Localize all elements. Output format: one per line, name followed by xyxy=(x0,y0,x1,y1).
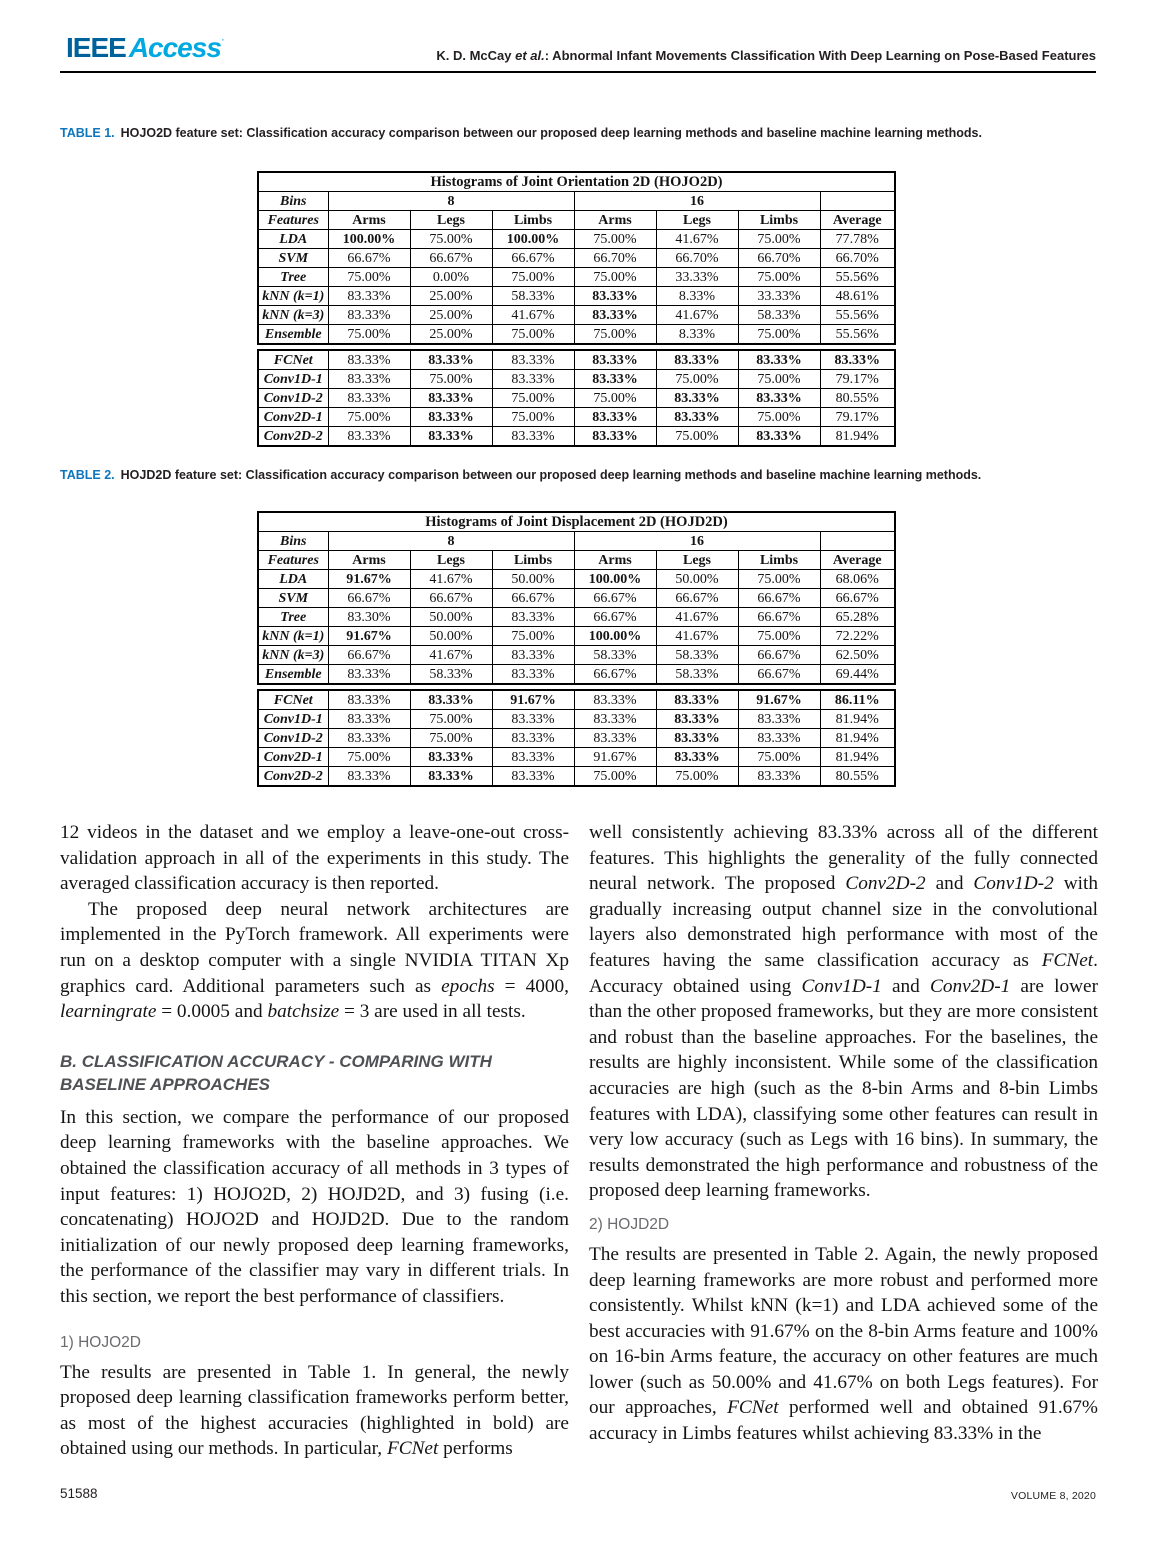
text-segment: et al. xyxy=(515,48,545,63)
logo-access-text: Access xyxy=(128,32,221,63)
volume-label: VOLUME 8, 2020 xyxy=(1010,1490,1096,1502)
table-cell: 75.00% xyxy=(738,570,820,589)
table-cell: 66.67% xyxy=(328,646,410,665)
text-segment: = 3 are used in all tests. xyxy=(339,1001,526,1023)
table-cell: 83.33% xyxy=(656,748,738,767)
subsection-heading-1: 1) HOJO2D xyxy=(60,1333,141,1351)
table2-caption xyxy=(60,468,1100,482)
table-cell: 41.67% xyxy=(656,627,738,646)
table-cell: 65.28% xyxy=(820,608,895,627)
table-cell: 55.56% xyxy=(820,268,895,287)
table-cell: Conv2D-2 xyxy=(258,767,328,787)
table-title-row xyxy=(258,172,895,192)
table-cell: 75.00% xyxy=(574,268,656,287)
table-cell: 75.00% xyxy=(492,627,574,646)
table-cell: 83.30% xyxy=(328,608,410,627)
table-cell: 58.33% xyxy=(738,306,820,325)
table-cell: 86.11% xyxy=(820,690,895,710)
table-cell: 91.67% xyxy=(738,690,820,710)
table-cell: 66.70% xyxy=(820,249,895,268)
right-column xyxy=(589,820,1098,1447)
table-cell: 83.33% xyxy=(738,710,820,729)
table-cell: 8 xyxy=(328,192,574,211)
table-cell: 33.33% xyxy=(656,268,738,287)
table-cell: 100.00% xyxy=(328,230,410,249)
table-cell: Arms xyxy=(328,211,410,230)
table-cell: 75.00% xyxy=(492,268,574,287)
table-cell: 16 xyxy=(574,532,820,551)
table-row xyxy=(258,589,895,608)
text-segment: Conv2D-2 xyxy=(845,873,926,895)
text-segment: and xyxy=(881,975,930,997)
table-cell: Arms xyxy=(328,551,410,570)
table-row xyxy=(258,767,895,787)
text-segment: batchsize xyxy=(267,1001,340,1023)
table-cell: 58.33% xyxy=(410,665,492,685)
table-row xyxy=(258,627,895,646)
table-cell: 75.00% xyxy=(410,710,492,729)
table-cell: 8.33% xyxy=(656,287,738,306)
paragraph xyxy=(60,897,569,1025)
table1 xyxy=(257,171,896,447)
table-cell: 83.33% xyxy=(574,306,656,325)
table-cell: 75.00% xyxy=(738,230,820,249)
table-cell: 55.56% xyxy=(820,325,895,345)
table-cell: Conv2D-1 xyxy=(258,748,328,767)
table-cell: Arms xyxy=(574,551,656,570)
table-cell: 75.00% xyxy=(328,268,410,287)
table-cell: 83.33% xyxy=(410,389,492,408)
table-cell: 83.33% xyxy=(738,729,820,748)
table1-caption xyxy=(60,126,1100,140)
paragraph xyxy=(60,820,569,897)
table-cell: 83.33% xyxy=(574,690,656,710)
text-segment: with gradually increasing output channel size in the convolutional layers also demonstrated high performance with most of the features having the same classification accuracy as xyxy=(589,873,1098,971)
results-table xyxy=(257,511,896,685)
table-cell: 83.33% xyxy=(328,350,410,370)
table-cell: 66.67% xyxy=(328,589,410,608)
table-cell: 41.67% xyxy=(410,646,492,665)
table-header-row xyxy=(258,551,895,570)
table-cell: 77.78% xyxy=(820,230,895,249)
table-cell: 83.33% xyxy=(328,370,410,389)
table-cell: Ensemble xyxy=(258,665,328,685)
table1-caption-text: HOJO2D feature set: Classification accuracy comparison between our proposed deep learning methods and baseline machine learning methods. xyxy=(120,126,982,140)
table-cell: 16 xyxy=(574,192,820,211)
table-cell: 83.33% xyxy=(492,665,574,685)
table-row xyxy=(258,306,895,325)
text-segment: FCNet xyxy=(1041,949,1094,971)
table-cell: 58.33% xyxy=(574,646,656,665)
results-table xyxy=(257,689,896,787)
table-cell: 75.00% xyxy=(328,408,410,427)
table-cell: 41.67% xyxy=(656,230,738,249)
table-cell: 83.33% xyxy=(492,427,574,447)
table-cell: 83.33% xyxy=(328,690,410,710)
table-cell: 80.55% xyxy=(820,767,895,787)
table-cell: 83.33% xyxy=(574,427,656,447)
table-cell: Conv1D-1 xyxy=(258,370,328,389)
table-cell: Legs xyxy=(656,211,738,230)
table-cell: 100.00% xyxy=(492,230,574,249)
table-cell: Limbs xyxy=(492,211,574,230)
table-cell: kNN (k=3) xyxy=(258,306,328,325)
table-cell: Bins xyxy=(258,532,328,551)
table-cell: 66.67% xyxy=(492,589,574,608)
table-cell: 50.00% xyxy=(410,627,492,646)
table2-caption-label: TABLE 2. xyxy=(60,468,115,482)
table-title-row xyxy=(258,512,895,532)
table-cell: 83.33% xyxy=(410,690,492,710)
text-segment: learningrate xyxy=(60,1001,157,1023)
table-cell: 75.00% xyxy=(656,427,738,447)
table-cell: 41.67% xyxy=(492,306,574,325)
table-cell: Features xyxy=(258,551,328,570)
table-cell: 75.00% xyxy=(492,325,574,345)
table-cell: kNN (k=1) xyxy=(258,627,328,646)
table-cell: Ensemble xyxy=(258,325,328,345)
paragraph xyxy=(60,1360,569,1462)
table-cell: 75.00% xyxy=(492,408,574,427)
table-cell: LDA xyxy=(258,230,328,249)
table-row xyxy=(258,230,895,249)
text-segment: 12 videos in the dataset and we employ a leave-one-out cross-validation approach in all of the experiments in this study. The averaged classification accuracy is then reported. xyxy=(60,822,569,895)
paragraph xyxy=(589,1242,1098,1447)
table-cell: Bins xyxy=(258,192,328,211)
table-cell: 83.33% xyxy=(656,690,738,710)
table-cell: 83.33% xyxy=(574,370,656,389)
table-cell: 48.61% xyxy=(820,287,895,306)
table-cell: 83.33% xyxy=(410,748,492,767)
table-cell: 55.56% xyxy=(820,306,895,325)
table-cell: 81.94% xyxy=(820,729,895,748)
table-cell: 75.00% xyxy=(656,370,738,389)
table-row xyxy=(258,665,895,685)
table-cell: 66.67% xyxy=(738,665,820,685)
table-cell: 66.67% xyxy=(574,608,656,627)
table-cell: LDA xyxy=(258,570,328,589)
table-cell: 83.33% xyxy=(574,729,656,748)
table-cell: 33.33% xyxy=(738,287,820,306)
table-cell: 75.00% xyxy=(738,627,820,646)
text-segment: Conv1D-1 xyxy=(801,975,882,997)
text-segment: performed well and obtained 91.67% accuracy in Limbs features whilst achieving 83.33% in the xyxy=(589,1397,1098,1445)
table-cell: 83.33% xyxy=(574,710,656,729)
table-row xyxy=(258,748,895,767)
table-cell: 50.00% xyxy=(656,570,738,589)
table-cell: 83.33% xyxy=(410,767,492,787)
table-cell: 80.55% xyxy=(820,389,895,408)
table-bins-row xyxy=(258,192,895,211)
subsection-heading-2: 2) HOJD2D xyxy=(589,1215,670,1233)
table-cell: 41.67% xyxy=(656,608,738,627)
table-cell: 83.33% xyxy=(328,389,410,408)
table-cell: 41.67% xyxy=(656,306,738,325)
table-cell: 83.33% xyxy=(738,350,820,370)
table-row xyxy=(258,408,895,427)
table-row xyxy=(258,249,895,268)
text-segment: . Accuracy obtained using xyxy=(589,949,1098,997)
table-cell: 50.00% xyxy=(492,570,574,589)
text-segment: In this section, we compare the performance of our proposed deep learning frameworks with the baseline approaches. We obtained the classification accuracy of all methods in 3 types of input features: 1) HOJO2D, 2) HOJD2D, and 3) fusing (i.e. concatenating) HOJO2D and HOJD2D. Due to the random initialization of our newly proposed deep learning frameworks, the performance of the classifier may vary in different trials. In this section, we report the best performance of classifiers. xyxy=(60,1106,569,1307)
table-cell: Legs xyxy=(410,551,492,570)
table-cell: 83.33% xyxy=(410,408,492,427)
ieee-access-logo xyxy=(66,32,224,64)
table-cell: FCNet xyxy=(258,690,328,710)
header-rule xyxy=(60,71,1096,73)
table-row xyxy=(258,389,895,408)
table-cell: 66.70% xyxy=(656,249,738,268)
table-cell: 66.70% xyxy=(738,249,820,268)
results-table xyxy=(257,171,896,345)
table-cell: 66.70% xyxy=(574,249,656,268)
table-cell: 25.00% xyxy=(410,306,492,325)
text-segment: The results are presented in Table 2. Again, the newly proposed deep learning frameworks are more robust and performed more consistently. Whilst kNN (k=1) and LDA achieved some of the best accuracies with 91.67% on the 8-bin Arms feature and 100% on 16-bin Arms feature, the accuracy on other features are much lower (such as 50.00% and 41.67% on both Legs features). For our approaches, xyxy=(589,1243,1098,1419)
table-cell: 79.17% xyxy=(820,408,895,427)
table-cell: 83.33% xyxy=(492,646,574,665)
table-cell: 83.33% xyxy=(328,306,410,325)
text-segment: performs xyxy=(438,1438,513,1460)
table-cell: Conv1D-1 xyxy=(258,710,328,729)
page-number: 51588 xyxy=(60,1486,98,1501)
table-cell: 69.44% xyxy=(820,665,895,685)
table-cell: 81.94% xyxy=(820,427,895,447)
table-cell: Tree xyxy=(258,268,328,287)
table-cell: 75.00% xyxy=(738,370,820,389)
text-segment: : Abnormal Infant Movements Classification With Deep Learning on Pose-Based Features xyxy=(544,48,1096,63)
table-cell: 66.67% xyxy=(820,589,895,608)
table-cell: 81.94% xyxy=(820,710,895,729)
table-cell: 66.67% xyxy=(738,608,820,627)
table-cell: 66.67% xyxy=(328,249,410,268)
table-cell: 79.17% xyxy=(820,370,895,389)
table-cell: 83.33% xyxy=(492,350,574,370)
table-cell: Features xyxy=(258,211,328,230)
running-head xyxy=(436,48,1096,63)
table2 xyxy=(257,511,896,787)
section-heading-b: B. CLASSIFICATION ACCURACY - COMPARING WITH BASELINE APPROACHES xyxy=(60,1051,492,1094)
table-cell: 83.33% xyxy=(492,767,574,787)
table-cell: 91.67% xyxy=(574,748,656,767)
table-cell: 75.00% xyxy=(410,370,492,389)
table-cell: 100.00% xyxy=(574,570,656,589)
table-row xyxy=(258,646,895,665)
table-cell: 91.67% xyxy=(492,690,574,710)
table-cell: 41.67% xyxy=(410,570,492,589)
table-cell: 75.00% xyxy=(738,748,820,767)
table-cell: Conv1D-2 xyxy=(258,729,328,748)
table-row xyxy=(258,268,895,287)
table-row xyxy=(258,608,895,627)
table-row xyxy=(258,710,895,729)
table-row xyxy=(258,370,895,389)
text-segment: FCNet xyxy=(386,1438,439,1460)
table-cell: 83.33% xyxy=(492,370,574,389)
table-cell: 83.33% xyxy=(328,665,410,685)
table-cell: 8 xyxy=(328,532,574,551)
table-cell xyxy=(820,192,895,211)
table-cell: 91.67% xyxy=(328,570,410,589)
table-cell: Limbs xyxy=(738,551,820,570)
text-segment: The results are presented in Table 1. In general, the newly proposed deep learning classification frameworks perform better, as most of the highest accuracies (highlighted in bold) are obtained using our methods. In particular, xyxy=(60,1361,569,1460)
table-cell: 83.33% xyxy=(492,748,574,767)
table-cell: 66.67% xyxy=(410,589,492,608)
table-cell: 83.33% xyxy=(656,350,738,370)
table-row xyxy=(258,427,895,447)
table-cell: 83.33% xyxy=(738,389,820,408)
text-segment: Conv2D-1 xyxy=(929,975,1011,997)
table-row xyxy=(258,729,895,748)
text-segment: epochs xyxy=(441,975,495,997)
text-segment: and xyxy=(925,873,974,895)
table-cell: 83.33% xyxy=(328,767,410,787)
table-cell: 83.33% xyxy=(328,729,410,748)
table-cell: 50.00% xyxy=(410,608,492,627)
table-cell: 75.00% xyxy=(738,268,820,287)
table-cell: 75.00% xyxy=(492,389,574,408)
table-cell: 83.33% xyxy=(738,427,820,447)
table-cell: 75.00% xyxy=(574,230,656,249)
table-cell: 83.33% xyxy=(738,767,820,787)
table-cell: 83.33% xyxy=(492,710,574,729)
table-cell: 83.33% xyxy=(328,287,410,306)
table-cell: 83.33% xyxy=(656,710,738,729)
table-cell: 83.33% xyxy=(328,427,410,447)
table-cell: 0.00% xyxy=(410,268,492,287)
table-cell: 75.00% xyxy=(328,748,410,767)
table-cell: Legs xyxy=(410,211,492,230)
table-cell: 75.00% xyxy=(574,325,656,345)
table-row xyxy=(258,690,895,710)
table-cell: 62.50% xyxy=(820,646,895,665)
table-row xyxy=(258,287,895,306)
text-segment: The proposed deep neural network architectures are implemented in the PyTorch framework. All experiments were run on a desktop computer with a single NVIDIA TITAN Xp graphics card. Additional parameters such as xyxy=(60,898,569,997)
table-cell: Legs xyxy=(656,551,738,570)
table-cell: 75.00% xyxy=(738,408,820,427)
table-cell: 100.00% xyxy=(574,627,656,646)
paragraph xyxy=(60,1105,569,1310)
table-cell: 83.33% xyxy=(656,408,738,427)
table-cell: 58.33% xyxy=(492,287,574,306)
table-cell: 8.33% xyxy=(656,325,738,345)
table-cell: 75.00% xyxy=(656,767,738,787)
registered-mark: · xyxy=(220,32,224,46)
table-cell: kNN (k=1) xyxy=(258,287,328,306)
table-cell: Arms xyxy=(574,211,656,230)
text-segment: = 4000, xyxy=(494,975,570,997)
left-column xyxy=(60,820,569,1462)
table-cell: Histograms of Joint Orientation 2D (HOJO2D) xyxy=(258,172,895,192)
table-cell: 58.33% xyxy=(656,665,738,685)
table-cell: Conv2D-2 xyxy=(258,427,328,447)
table-row xyxy=(258,570,895,589)
table-cell: 75.00% xyxy=(410,729,492,748)
table-cell: 75.00% xyxy=(410,230,492,249)
text-segment: Conv1D-2 xyxy=(973,873,1054,895)
table-cell: 83.33% xyxy=(656,389,738,408)
table-cell: Average xyxy=(820,211,895,230)
table-cell: 72.22% xyxy=(820,627,895,646)
table-cell: 25.00% xyxy=(410,287,492,306)
text-segment: are lower than the other proposed frameworks, but they are more consistent and robust than the baseline approaches. For the baselines, the results are highly inconsistent. While some of the classification accuracies are high (such as the 8-bin Arms and 8-bin Limbs features with LDA), classifying some other features can result in very low accuracy (such as Legs with 16 bins). In summary, the results demonstrated the high performance and robustness of the proposed deep learning frameworks. xyxy=(589,975,1099,1202)
table-cell: Conv2D-1 xyxy=(258,408,328,427)
text-segment: = 0.0005 and xyxy=(156,1001,268,1023)
table-cell: kNN (k=3) xyxy=(258,646,328,665)
table-cell: 66.67% xyxy=(656,589,738,608)
table-cell: 83.33% xyxy=(656,729,738,748)
table-cell: FCNet xyxy=(258,350,328,370)
table-cell: 75.00% xyxy=(328,325,410,345)
table-cell: 66.67% xyxy=(492,249,574,268)
table-cell: SVM xyxy=(258,589,328,608)
table-cell: 66.67% xyxy=(738,646,820,665)
paragraph xyxy=(589,820,1098,1204)
table-cell: Average xyxy=(820,551,895,570)
table-cell: 83.33% xyxy=(574,287,656,306)
table-cell: 66.67% xyxy=(574,665,656,685)
table-cell: 91.67% xyxy=(328,627,410,646)
table1-caption-label: TABLE 1. xyxy=(60,126,115,140)
table-cell: 83.33% xyxy=(328,710,410,729)
table-cell: 25.00% xyxy=(410,325,492,345)
text-segment: FCNet xyxy=(727,1397,779,1419)
text-segment: well consistently achieving 83.33% across all of the different features. This highlights the generality of the fully connected neural network. The proposed xyxy=(589,822,1098,895)
table-cell: 81.94% xyxy=(820,748,895,767)
text-segment: K. D. McCay xyxy=(436,48,516,63)
table-cell: SVM xyxy=(258,249,328,268)
table-cell: 75.00% xyxy=(574,389,656,408)
table2-caption-text: HOJD2D feature set: Classification accuracy comparison between our proposed deep learning methods and baseline machine learning methods. xyxy=(120,468,982,482)
table-cell: 83.33% xyxy=(574,408,656,427)
table-cell: 83.33% xyxy=(574,350,656,370)
logo-ieee-text: IEEE xyxy=(66,32,126,63)
table-header-row xyxy=(258,211,895,230)
table-cell xyxy=(820,532,895,551)
table-cell: Conv1D-2 xyxy=(258,389,328,408)
table-cell: 83.33% xyxy=(410,350,492,370)
table-cell: Limbs xyxy=(738,211,820,230)
table-cell: 75.00% xyxy=(738,325,820,345)
table-cell: Limbs xyxy=(492,551,574,570)
table-cell: 83.33% xyxy=(492,608,574,627)
table-cell: 83.33% xyxy=(492,729,574,748)
table-cell: 66.67% xyxy=(738,589,820,608)
table-cell: 68.06% xyxy=(820,570,895,589)
results-table xyxy=(257,349,896,447)
table-cell: 66.67% xyxy=(574,589,656,608)
table-cell: Tree xyxy=(258,608,328,627)
table-cell: 75.00% xyxy=(574,767,656,787)
table-row xyxy=(258,325,895,345)
table-cell: 83.33% xyxy=(820,350,895,370)
table-cell: 83.33% xyxy=(410,427,492,447)
table-cell: 66.67% xyxy=(410,249,492,268)
table-cell: Histograms of Joint Displacement 2D (HOJD2D) xyxy=(258,512,895,532)
table-bins-row xyxy=(258,532,895,551)
table-cell: 58.33% xyxy=(656,646,738,665)
table-row xyxy=(258,350,895,370)
